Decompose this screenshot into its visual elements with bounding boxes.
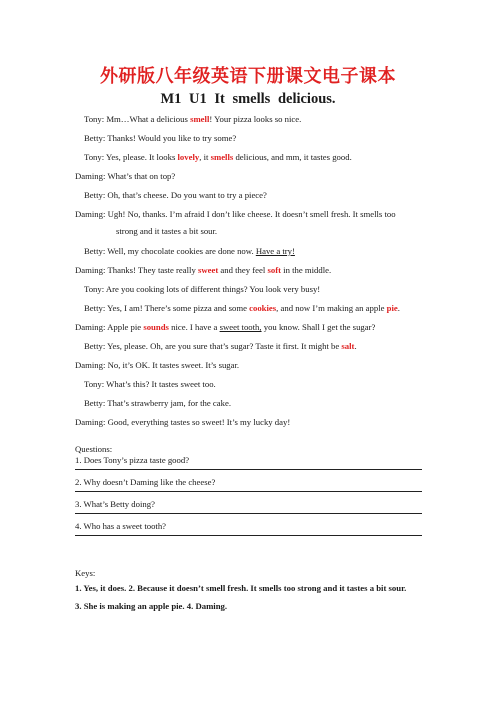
dialogue-text: Thanks! Would you like to try some? <box>107 133 237 144</box>
dialogue-text: in the middle. <box>280 264 332 275</box>
dialogue-line: Betty: Yes, I am! There’s some pizza and some cookies, and now I’m making an apple pie. <box>84 302 400 313</box>
speaker-name: Daming <box>75 209 103 220</box>
speaker-name: Betty <box>84 245 103 256</box>
dialogue-text: Oh, that’s cheese. Do you want to try a piece? <box>107 190 267 201</box>
dialogue-line: Daming: Good, everything tastes so sweet! It’s my lucky day! <box>75 417 291 428</box>
speaker-name: Betty <box>84 341 103 352</box>
dialogue-line: Daming: Ugh! No, thanks. I’m afraid I don’t like cheese. It doesn’t smell fresh. It smells too strong and it tastes a bit sour. <box>75 209 422 237</box>
dialogue-line: Daming: No, it’s OK. It tastes sweet. It’s sugar. <box>75 360 240 371</box>
speaker-name: Betty <box>84 398 103 409</box>
speaker-name: Betty <box>84 133 103 144</box>
dialogue-text: Are you cooking lots of different things? You look very busy! <box>105 283 321 294</box>
dialogue-text: What’s that on top? <box>107 171 176 182</box>
highlighted-word: cookies <box>249 302 277 313</box>
dialogue-text: , and now I’m making an apple <box>276 302 387 313</box>
highlighted-word: sweet <box>197 264 219 275</box>
key-line: 3. She is making an apple pie. 4. Daming. <box>75 601 228 611</box>
dialogue-text-continuation: strong and it tastes a bit sour. <box>116 226 218 237</box>
answer-line <box>75 469 422 470</box>
speaker-name: Tony <box>84 152 102 163</box>
dialogue-line: Betty: Well, my chocolate cookies are done now. Have a try! <box>84 245 295 256</box>
dialogue-text: Good, everything tastes so sweet! It’s my lucky day! <box>107 417 291 428</box>
dialogue-line: Daming: Apple pie sounds nice. I have a sweet tooth, you know. Shall I get the sugar? <box>75 321 376 332</box>
dialogue-text: you know. Shall I get the sugar? <box>261 321 376 332</box>
speaker-name: Tony <box>84 379 102 390</box>
dialogue-line: Daming: Thanks! They taste really sweet and they feel soft in the middle. <box>75 264 332 275</box>
speaker-name: Betty <box>84 190 103 201</box>
dialogue-text: Mm…What a delicious <box>106 114 191 124</box>
dialogue-line: Betty: That’s strawberry jam, for the cake. <box>84 398 232 409</box>
speaker-name: Daming <box>75 171 103 182</box>
highlighted-word: smells <box>210 152 234 163</box>
dialogue-line: Betty: Oh, that’s cheese. Do you want to try a piece? <box>84 190 267 201</box>
key-line: 1. Yes, it does. 2. Because it doesn’t smell fresh. It smells too strong and it tastes a bit sour. <box>75 583 407 593</box>
question-item: 4. Who has a sweet tooth? <box>75 521 167 531</box>
highlighted-word: lovely <box>177 152 200 163</box>
dialogue-text: , it <box>199 152 211 163</box>
dialogue-text: No, it’s OK. It tastes sweet. It’s sugar. <box>107 360 240 371</box>
keys-heading: Keys: <box>75 568 96 578</box>
dialogue-text: nice. I have a <box>168 321 220 332</box>
dialogue-text: Ugh! No, thanks. I’m afraid I don’t like cheese. It doesn’t smell fresh. It smells too <box>107 209 396 220</box>
dialogue-text: Yes, please. It looks <box>106 152 178 163</box>
unit-subtitle: M1 U1 It smells delicious. <box>160 91 336 107</box>
speaker-name: Daming <box>75 360 103 371</box>
speaker-name: Tony <box>84 283 102 294</box>
dialogue-text: . <box>354 341 357 352</box>
dialogue-line: Tony: Yes, please. It looks lovely, it smells delicious, and mm, it tastes good. <box>84 152 352 163</box>
highlighted-word: sounds <box>143 321 169 332</box>
dialogue <box>75 114 422 437</box>
highlighted-word: salt <box>341 341 355 352</box>
dialogue-text: and they feel <box>218 264 268 275</box>
speaker-name: Tony <box>84 114 102 124</box>
dialogue-text: delicious, and mm, it tastes good. <box>233 152 352 163</box>
questions-heading: Questions: <box>75 444 113 454</box>
dialogue-line: Tony: Are you cooking lots of different things? You look very busy! <box>84 283 321 294</box>
highlighted-word: pie <box>386 302 398 313</box>
speaker-name: Betty <box>84 302 103 313</box>
answer-line <box>75 491 422 492</box>
underlined-phrase: Have a try! <box>255 245 295 256</box>
dialogue-text: Yes, please. Oh, are you sure that’s sugar? Taste it first. It might be <box>107 341 342 352</box>
dialogue-text: Yes, I am! There’s some pizza and some <box>107 302 250 313</box>
dialogue-line: Tony: What’s this? It tastes sweet too. <box>84 379 216 390</box>
dialogue-line: Betty: Yes, please. Oh, are you sure that’s sugar? Taste it first. It might be salt. <box>84 341 357 352</box>
speaker-name: Daming <box>75 321 103 332</box>
dialogue-text: ! Your pizza looks so nice. <box>209 114 302 124</box>
keys-section <box>75 568 435 619</box>
dialogue-text: Well, my chocolate cookies are done now. <box>107 245 256 256</box>
highlighted-word: soft <box>267 264 281 275</box>
dialogue-text: Apple pie <box>107 321 144 332</box>
question-item: 1. Does Tony’s pizza taste good? <box>75 455 190 465</box>
questions-section <box>75 444 422 543</box>
highlighted-word: smell <box>190 114 210 124</box>
dialogue-text: That’s strawberry jam, for the cake. <box>107 398 232 409</box>
answer-line <box>75 513 422 514</box>
dialogue-text: What’s this? It tastes sweet too. <box>106 379 216 390</box>
dialogue-line: Tony: Mm…What a delicious smell! Your pizza looks so nice. <box>84 114 302 124</box>
speaker-name: Daming <box>75 417 103 428</box>
dialogue-text: Thanks! They taste really <box>107 264 198 275</box>
page-title: 外研版八年级英语下册课文电子课本 <box>100 66 396 87</box>
dialogue-text: . <box>397 302 400 313</box>
speaker-name: Daming <box>75 264 103 275</box>
question-item: 3. What’s Betty doing? <box>75 499 155 509</box>
dialogue-line: Daming: What’s that on top? <box>75 171 176 182</box>
dialogue-line: Betty: Thanks! Would you like to try some? <box>84 133 237 144</box>
answer-line <box>75 535 422 536</box>
question-item: 2. Why doesn’t Daming like the cheese? <box>75 477 216 487</box>
underlined-phrase: sweet tooth, <box>219 321 262 332</box>
